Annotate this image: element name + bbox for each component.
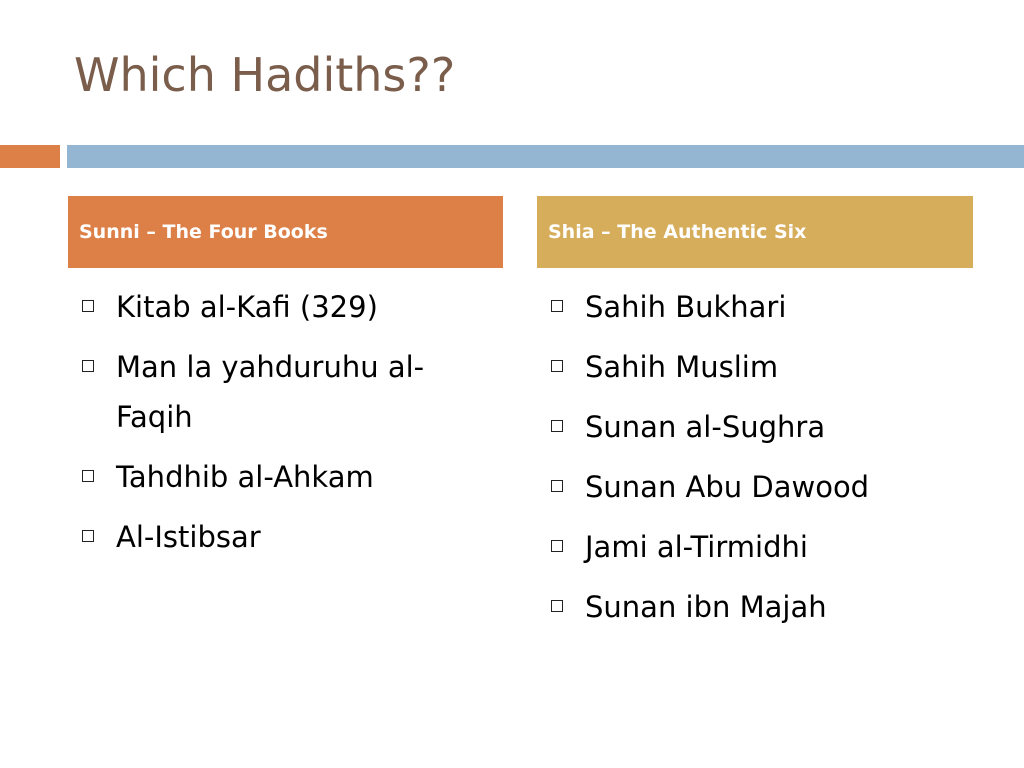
list-item-text: Sunan ibn Majah bbox=[585, 590, 827, 624]
list-item-text: Man la yahduruhu al-Faqih bbox=[116, 350, 425, 434]
list-item-text: Jami al-Tirmidhi bbox=[585, 530, 808, 564]
square-bullet-icon bbox=[82, 300, 94, 312]
list-item bbox=[551, 522, 971, 572]
square-bullet-icon bbox=[82, 530, 94, 542]
square-bullet-icon bbox=[551, 300, 563, 312]
accent-bar-blue bbox=[67, 145, 1024, 168]
list-item bbox=[82, 282, 492, 332]
list-item-text: Tahdhib al-Ahkam bbox=[116, 460, 374, 494]
column-header-right bbox=[537, 196, 973, 268]
slide-title: Which Hadiths?? bbox=[74, 48, 456, 102]
column-header-left-label: Sunni – The Four Books bbox=[79, 221, 328, 243]
list-item bbox=[551, 402, 971, 452]
list-item bbox=[82, 512, 492, 562]
right-column-list bbox=[551, 282, 971, 642]
list-item-text: Sunan Abu Dawood bbox=[585, 470, 870, 504]
square-bullet-icon bbox=[551, 360, 563, 372]
square-bullet-icon bbox=[551, 480, 563, 492]
list-item-text: Al-Istibsar bbox=[116, 520, 261, 554]
square-bullet-icon bbox=[82, 470, 94, 482]
list-item-text: Kitab al-Kafi (329) bbox=[116, 290, 378, 324]
square-bullet-icon bbox=[551, 420, 563, 432]
accent-bar-orange bbox=[0, 145, 60, 168]
column-header-right-label: Shia – The Authentic Six bbox=[548, 221, 807, 243]
square-bullet-icon bbox=[82, 360, 94, 372]
list-item bbox=[551, 342, 971, 392]
column-header-left bbox=[68, 196, 503, 268]
list-item-text: Sahih Bukhari bbox=[585, 290, 787, 324]
square-bullet-icon bbox=[551, 600, 563, 612]
list-item bbox=[82, 342, 492, 442]
list-item bbox=[551, 582, 971, 632]
list-item bbox=[551, 462, 971, 512]
square-bullet-icon bbox=[551, 540, 563, 552]
list-item-text: Sunan al-Sughra bbox=[585, 410, 826, 444]
left-column-list bbox=[82, 282, 492, 572]
list-item bbox=[551, 282, 971, 332]
list-item bbox=[82, 452, 492, 502]
list-item-text: Sahih Muslim bbox=[585, 350, 779, 384]
